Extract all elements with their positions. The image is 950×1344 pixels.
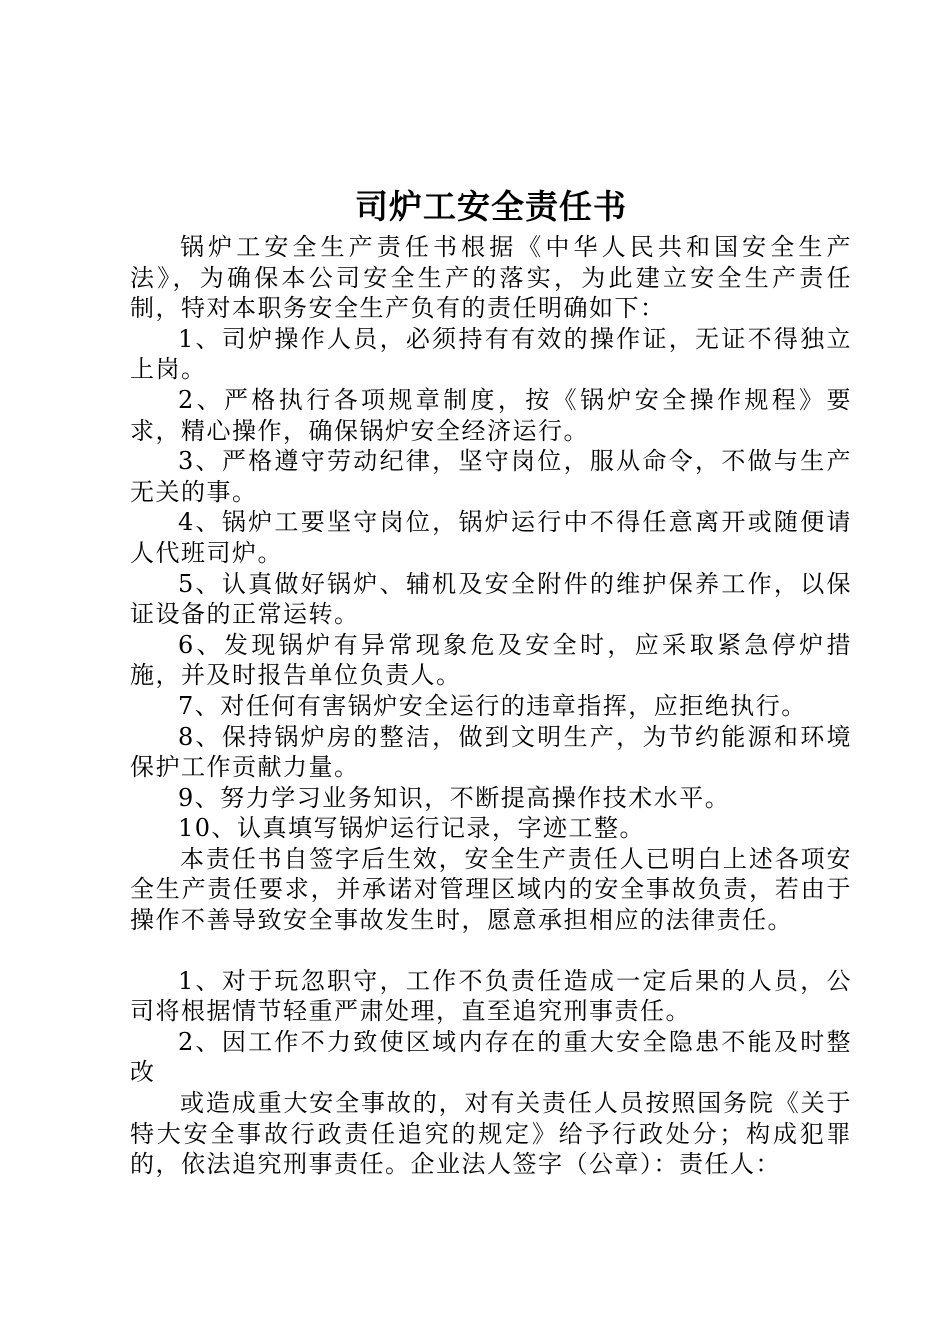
document-title: 司炉工安全责任书 (355, 187, 627, 226)
duty-item-9: 9、努力学习业务知识，不断提高操作技术水平。 (178, 783, 731, 812)
duty-item-10: 10、认真填写锅炉运行记录，字迹工整。 (178, 814, 646, 843)
closing-paragraph: 或造成重大安全事故的，对有关责任人员按照国务院《关于特大安全事故行政责任追究的规定》给予行政处分；构成犯罪的，依法追究刑事责任。企业法人签字（公章）：责任人： (130, 1089, 852, 1179)
duty-item-5: 5、认真做好锅炉、辅机及安全附件的维护保养工作，以保证设备的正常运转。 (130, 569, 852, 629)
commitment-paragraph: 本责任书自签字后生效，安全生产责任人已明白上述各项安全生产责任要求，并承诺对管理区域内的安全事故负责，若由于操作不善导致安全事故发生时，愿意承担相应的法律责任。 (130, 844, 852, 935)
blank-line (130, 936, 852, 966)
duty-item-8: 8、保持锅炉房的整洁，做到文明生产，为节约能源和环境保护工作贡献力量。 (130, 722, 852, 782)
duty-item-6: 6、发现锅炉有异常现象危及安全时，应采取紧急停炉措施，并及时报告单位负责人。 (130, 630, 852, 690)
duty-item-3: 3、严格遵守劳动纪律，坚守岗位，服从命令，不做与生产无关的事。 (130, 447, 852, 506)
penalty-item-2: 2、因工作不力致使区域内存在的重大安全隐患不能及时整改 (130, 1027, 852, 1087)
duty-item-2: 2、严格执行各项规章制度，按《锅炉安全操作规程》要求，精心操作，确保锅炉安全经济运行。 (130, 385, 852, 445)
duty-item-4: 4、锅炉工要坚守岗位，锅炉运行中不得任意离开或随便请人代班司炉。 (130, 508, 852, 567)
duty-item-1: 1、司炉操作人员，必须持有有效的操作证，无证不得独立上岗。 (130, 324, 852, 384)
penalty-item-1: 1、对于玩忽职守，工作不负责任造成一定后果的人员，公司将根据情节轻重严肃处理，直至追究刑事责任。 (130, 966, 852, 1026)
duty-item-7: 7、对任何有害锅炉安全运行的违章指挥，应拒绝执行。 (178, 691, 807, 720)
document-page (130, 186, 852, 1180)
intro-paragraph: 锅炉工安全生产责任书根据《中华人民共和国安全生产法》，为确保本公司安全生产的落实，为此建立安全生产责任制，特对本职务安全生产负有的责任明确如下： (130, 233, 852, 323)
